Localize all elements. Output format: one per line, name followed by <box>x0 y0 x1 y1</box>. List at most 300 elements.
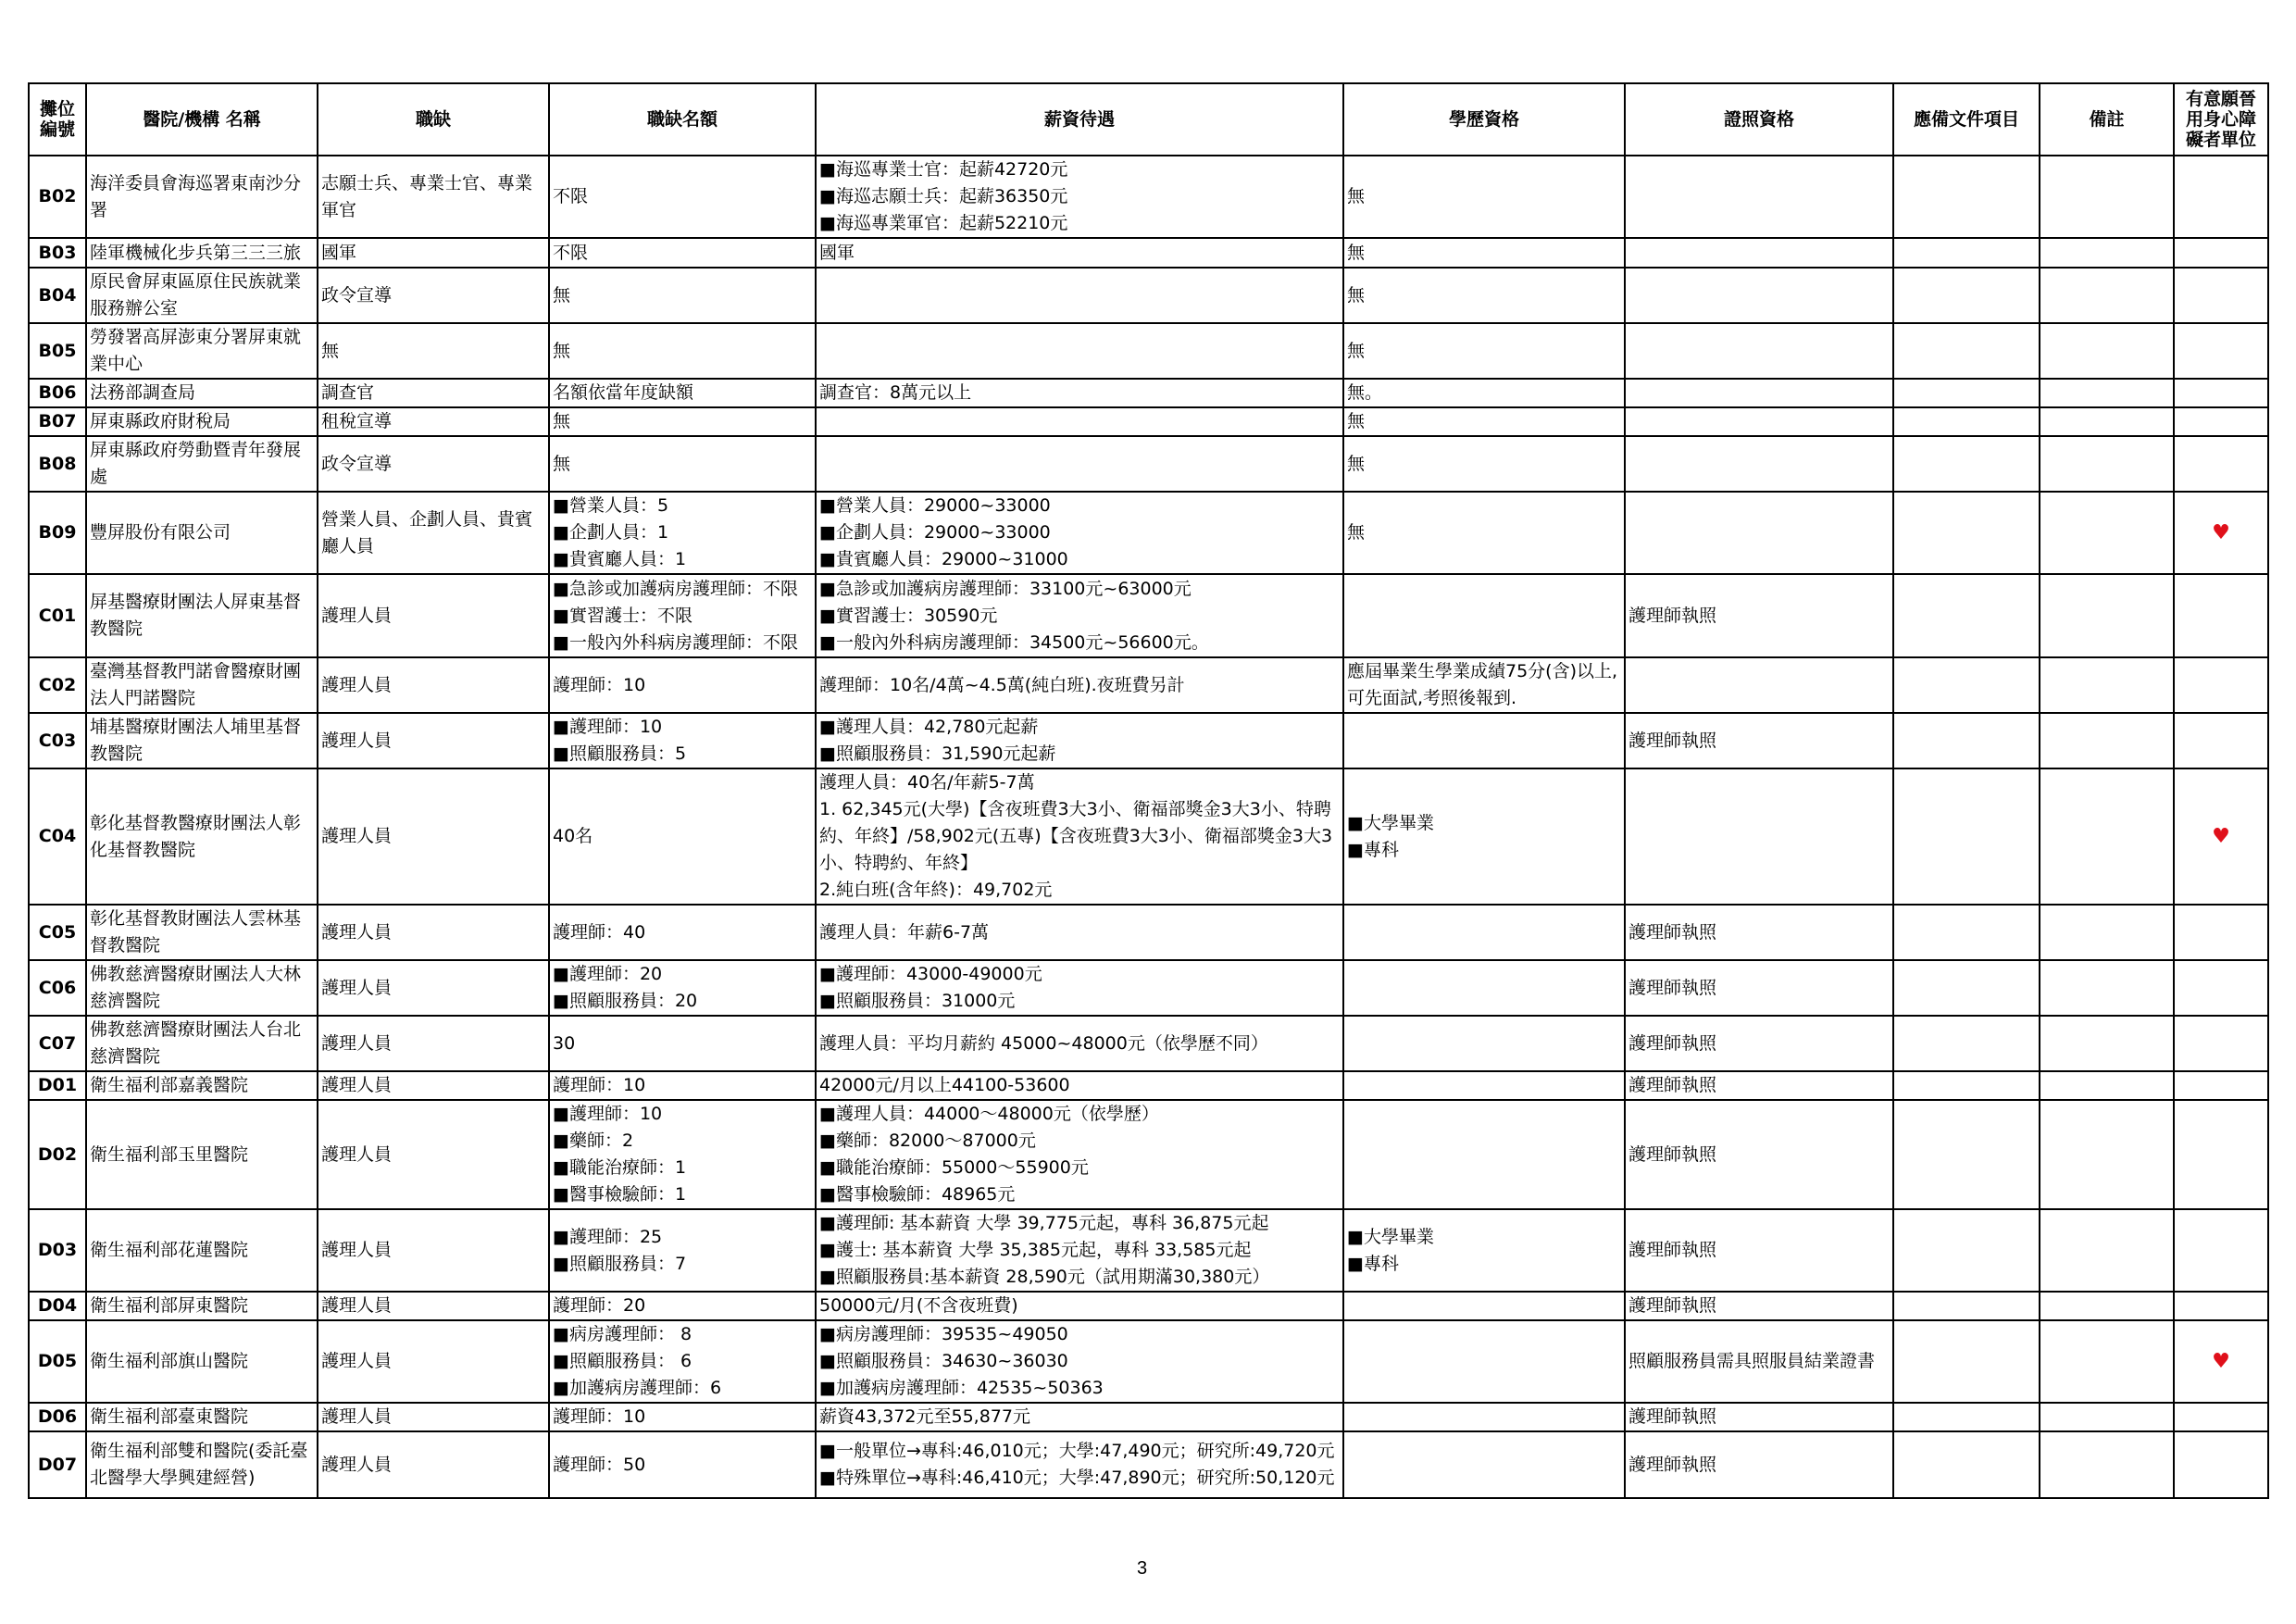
text-line: ■企劃人員：29000~33000 <box>819 522 1051 543</box>
education-cell <box>1343 713 1625 768</box>
hospital-name-cell: 陸軍機械化步兵第三三三旅 <box>86 238 318 268</box>
text-line: 醫院/機構 名稱 <box>143 109 261 130</box>
text-line: ■護理師：43000-49000元 <box>819 964 1042 984</box>
education-cell <box>1343 960 1625 1016</box>
text-line: ■海巡志願士兵：起薪36350元 <box>819 186 1068 206</box>
education-cell: 無 <box>1343 268 1625 323</box>
text-line: 有意願晉 <box>2185 89 2256 109</box>
quota-cell <box>549 1320 816 1403</box>
booth-id-cell: B04 <box>29 268 86 323</box>
education-cell: 應屆畢業生學業成績75分(含)以上,可先面試,考照後報到. <box>1343 657 1625 713</box>
text-line: ■護理師：10 <box>553 1104 663 1124</box>
education-cell: 無。 <box>1343 379 1625 407</box>
table-row <box>29 1320 2268 1403</box>
disability-friendly-cell <box>2174 574 2268 657</box>
text-line: 薪資待遇 <box>1043 109 1115 130</box>
booth-id-cell: B06 <box>29 379 86 407</box>
quota-cell: 無 <box>549 436 816 492</box>
education-cell <box>1343 1209 1625 1292</box>
table-row <box>29 960 2268 1016</box>
certificate-cell: 護理師執照 <box>1625 905 1893 960</box>
booth-id-cell: B09 <box>29 492 86 574</box>
header-booth-id <box>29 83 86 156</box>
header-label <box>321 109 545 130</box>
education-cell: 無 <box>1343 238 1625 268</box>
disability-friendly-cell <box>2174 1320 2268 1403</box>
text-line: ■照顧服務員： 6 <box>553 1351 693 1371</box>
text-line: ■病房護理師：39535~49050 <box>819 1324 1068 1344</box>
position-cell: 護理人員 <box>318 905 549 960</box>
text-line: ■護理師：25 <box>553 1226 663 1247</box>
certificate-cell: 照顧服務員需具照服員結業證書 <box>1625 1320 1893 1403</box>
certificate-cell: 護理師執照 <box>1625 1292 1893 1320</box>
documents-cell <box>1893 436 2040 492</box>
booth-id-cell: B08 <box>29 436 86 492</box>
position-cell: 護理人員 <box>318 1292 549 1320</box>
salary-cell: 護理人員：年薪6-7萬 <box>816 905 1343 960</box>
hospital-name-cell: 衛生福利部花蓮醫院 <box>86 1209 318 1292</box>
documents-cell <box>1893 1431 2040 1498</box>
text-line: 2.純白班(含年終)：49,702元 <box>819 880 1053 900</box>
text-line: 礙者單位 <box>2185 130 2256 150</box>
position-cell: 護理人員 <box>318 768 549 905</box>
disability-friendly-cell <box>2174 960 2268 1016</box>
documents-cell <box>1893 960 2040 1016</box>
booth-id-cell: C04 <box>29 768 86 905</box>
header-label <box>1347 109 1621 130</box>
position-cell: 護理人員 <box>318 657 549 713</box>
booth-id-cell: C01 <box>29 574 86 657</box>
salary-cell <box>816 407 1343 436</box>
booth-id-cell: C06 <box>29 960 86 1016</box>
quota-cell: 護理師：20 <box>549 1292 816 1320</box>
disability-friendly-cell <box>2174 713 2268 768</box>
certificate-cell: 護理師執照 <box>1625 1431 1893 1498</box>
text-line: ■照顧服務員：31000元 <box>819 991 1016 1011</box>
position-cell: 國軍 <box>318 238 549 268</box>
booth-id-cell: D01 <box>29 1071 86 1100</box>
hospital-name-cell: 法務部調查局 <box>86 379 318 407</box>
disability-friendly-cell <box>2174 268 2268 323</box>
remarks-cell <box>2040 1320 2174 1403</box>
text-line: ■照顧服務員：20 <box>553 991 698 1011</box>
documents-cell <box>1893 492 2040 574</box>
position-cell: 護理人員 <box>318 1403 549 1431</box>
heart-icon: ♥ <box>2212 1350 2230 1373</box>
quota-cell <box>549 1209 816 1292</box>
booth-id-cell: B07 <box>29 407 86 436</box>
salary-cell: 50000元/月(不含夜班費) <box>816 1292 1343 1320</box>
remarks-cell <box>2040 156 2174 238</box>
table-row <box>29 574 2268 657</box>
documents-cell <box>1893 1100 2040 1209</box>
disability-friendly-cell <box>2174 238 2268 268</box>
text-line: ■實習護士：30590元 <box>819 605 998 626</box>
remarks-cell <box>2040 492 2174 574</box>
remarks-cell <box>2040 1292 2174 1320</box>
salary-cell <box>816 960 1343 1016</box>
documents-cell <box>1893 1209 2040 1292</box>
salary-cell <box>816 768 1343 905</box>
salary-cell <box>816 1320 1343 1403</box>
table-row <box>29 1071 2268 1100</box>
quota-cell: 護理師：10 <box>549 657 816 713</box>
remarks-cell <box>2040 905 2174 960</box>
certificate-cell <box>1625 492 1893 574</box>
salary-cell: 薪資43,372元至55,877元 <box>816 1403 1343 1431</box>
quota-cell <box>549 492 816 574</box>
text-line: 應備文件項目 <box>1913 109 2019 130</box>
position-cell: 無 <box>318 323 549 379</box>
quota-cell <box>549 574 816 657</box>
hospital-name-cell: 海洋委員會海巡署東南沙分署 <box>86 156 318 238</box>
quota-cell <box>549 1100 816 1209</box>
hospital-name-cell: 衛生福利部雙和醫院(委託臺北醫學大學興建經營) <box>86 1431 318 1498</box>
position-cell: 營業人員、企劃人員、貴賓廳人員 <box>318 492 549 574</box>
text-line: ■藥師：2 <box>553 1131 634 1151</box>
documents-cell <box>1893 905 2040 960</box>
header-education <box>1343 83 1625 156</box>
hospital-name-cell: 屏東縣政府財稅局 <box>86 407 318 436</box>
hospital-name-cell: 屏基醫療財團法人屏東基督教醫院 <box>86 574 318 657</box>
text-line: ■海巡專業士官：起薪42720元 <box>819 159 1068 180</box>
text-line: ■營業人員：5 <box>553 495 669 516</box>
header-certificate <box>1625 83 1893 156</box>
remarks-cell <box>2040 657 2174 713</box>
text-line: ■醫事檢驗師：1 <box>553 1184 687 1205</box>
text-line: ■專科 <box>1347 1253 1399 1274</box>
table-row <box>29 905 2268 960</box>
booth-id-cell: B03 <box>29 238 86 268</box>
education-cell: 無 <box>1343 436 1625 492</box>
documents-cell <box>1893 1292 2040 1320</box>
hospital-name-cell: 屏東縣政府勞動暨青年發展處 <box>86 436 318 492</box>
salary-cell <box>816 268 1343 323</box>
remarks-cell <box>2040 238 2174 268</box>
text-line: 護理人員：40名/年薪5-7萬 <box>819 772 1035 793</box>
hospital-name-cell: 衛生福利部旗山醫院 <box>86 1320 318 1403</box>
text-line: ■照顧服務員：34630~36030 <box>819 1351 1068 1371</box>
hospital-name-cell: 衛生福利部屏東醫院 <box>86 1292 318 1320</box>
documents-cell <box>1893 1071 2040 1100</box>
hospital-name-cell: 佛教慈濟醫療財團法人大林慈濟醫院 <box>86 960 318 1016</box>
header-label <box>90 109 314 130</box>
documents-cell <box>1893 574 2040 657</box>
table-row <box>29 1100 2268 1209</box>
header-documents <box>1893 83 2040 156</box>
documents-cell <box>1893 379 2040 407</box>
education-cell <box>1343 1071 1625 1100</box>
text-line: ■照顧服務員:基本薪資 28,590元（試用期滿30,380元） <box>819 1267 1270 1287</box>
salary-cell: 護理師：10名/4萬~4.5萬(純白班).夜班費另計 <box>816 657 1343 713</box>
remarks-cell <box>2040 379 2174 407</box>
disability-friendly-cell <box>2174 1431 2268 1498</box>
disability-friendly-cell <box>2174 379 2268 407</box>
hospital-name-cell: 原民會屏東區原住民族就業服務辦公室 <box>86 268 318 323</box>
certificate-cell <box>1625 407 1893 436</box>
heart-icon: ♥ <box>2212 521 2230 544</box>
certificate-cell <box>1625 379 1893 407</box>
table-row <box>29 436 2268 492</box>
documents-cell <box>1893 323 2040 379</box>
salary-cell: 國軍 <box>816 238 1343 268</box>
table-row <box>29 1431 2268 1498</box>
education-cell <box>1343 1403 1625 1431</box>
job-fair-table <box>28 82 2269 1499</box>
position-cell: 護理人員 <box>318 1209 549 1292</box>
salary-cell <box>816 156 1343 238</box>
text-line: ■特殊單位→專科:46,410元；大學:47,890元；研究所:50,120元 <box>819 1468 1335 1488</box>
hospital-name-cell: 衛生福利部臺東醫院 <box>86 1403 318 1431</box>
position-cell: 調查官 <box>318 379 549 407</box>
table-row <box>29 768 2268 905</box>
header-position <box>318 83 549 156</box>
text-line: ■加護病房護理師：42535~50363 <box>819 1378 1104 1398</box>
header-label <box>819 109 1340 130</box>
text-line: ■照顧服務員：7 <box>553 1253 687 1274</box>
hospital-name-cell: 勞發署高屏澎東分署屏東就業中心 <box>86 323 318 379</box>
text-line: ■貴賓廳人員：1 <box>553 549 687 569</box>
position-cell: 護理人員 <box>318 1100 549 1209</box>
booth-id-cell: B02 <box>29 156 86 238</box>
position-cell: 護理人員 <box>318 960 549 1016</box>
disability-friendly-cell <box>2174 1100 2268 1209</box>
hospital-name-cell: 佛教慈濟醫療財團法人台北慈濟醫院 <box>86 1016 318 1071</box>
disability-friendly-cell <box>2174 1292 2268 1320</box>
text-line: ■加護病房護理師：6 <box>553 1378 722 1398</box>
text-line: ■一般內外科病房護理師：不限 <box>553 631 798 653</box>
header-disability-friendly <box>2174 83 2268 156</box>
education-cell <box>1343 1292 1625 1320</box>
text-line: ■專科 <box>1347 839 1399 860</box>
certificate-cell: 護理師執照 <box>1625 1403 1893 1431</box>
text-line: ■企劃人員：1 <box>553 522 669 543</box>
disability-friendly-cell <box>2174 1403 2268 1431</box>
certificate-cell <box>1625 238 1893 268</box>
table-row <box>29 1209 2268 1292</box>
text-line: ■藥師：82000～87000元 <box>819 1131 1036 1151</box>
booth-id-cell: C03 <box>29 713 86 768</box>
quota-cell: 無 <box>549 407 816 436</box>
header-label <box>553 109 812 130</box>
header-remarks <box>2040 83 2174 156</box>
table-row <box>29 1016 2268 1071</box>
header-label <box>2177 89 2265 150</box>
certificate-cell: 護理師執照 <box>1625 1016 1893 1071</box>
quota-cell: 不限 <box>549 238 816 268</box>
hospital-name-cell: 彰化基督教醫療財團法人彰化基督教醫院 <box>86 768 318 905</box>
booth-id-cell: D06 <box>29 1403 86 1431</box>
booth-id-cell: D04 <box>29 1292 86 1320</box>
quota-cell: 護理師：10 <box>549 1071 816 1100</box>
header-row <box>29 83 2268 156</box>
text-line: 證照資格 <box>1723 109 1794 130</box>
disability-friendly-cell <box>2174 156 2268 238</box>
table-row <box>29 492 2268 574</box>
text-line: ■職能治療師：1 <box>553 1157 687 1178</box>
booth-id-cell: D02 <box>29 1100 86 1209</box>
certificate-cell <box>1625 156 1893 238</box>
remarks-cell <box>2040 1071 2174 1100</box>
certificate-cell: 護理師執照 <box>1625 960 1893 1016</box>
text-line: ■一般單位→專科:46,010元；大學:47,490元；研究所:49,720元 <box>819 1441 1335 1461</box>
table-row <box>29 156 2268 238</box>
education-cell <box>1343 768 1625 905</box>
disability-friendly-cell <box>2174 657 2268 713</box>
text-line: ■貴賓廳人員：29000~31000 <box>819 549 1068 569</box>
table-row <box>29 323 2268 379</box>
position-cell: 志願士兵、專業士官、專業軍官 <box>318 156 549 238</box>
remarks-cell <box>2040 713 2174 768</box>
remarks-cell <box>2040 574 2174 657</box>
certificate-cell: 護理師執照 <box>1625 713 1893 768</box>
text-line: 職缺名額 <box>646 109 718 130</box>
position-cell: 政令宣導 <box>318 268 549 323</box>
booth-id-cell: D05 <box>29 1320 86 1403</box>
text-line: ■職能治療師：55000～55900元 <box>819 1157 1089 1178</box>
certificate-cell: 護理師執照 <box>1625 1209 1893 1292</box>
salary-cell <box>816 1209 1343 1292</box>
quota-cell: 30 <box>549 1016 816 1071</box>
documents-cell <box>1893 1016 2040 1071</box>
header-quota <box>549 83 816 156</box>
text-line: ■營業人員：29000~33000 <box>819 495 1051 516</box>
text-line: ■照顧服務員：31,590元起薪 <box>819 743 1056 764</box>
table-row <box>29 657 2268 713</box>
hospital-name-cell: 彰化基督教財團法人雲林基督教醫院 <box>86 905 318 960</box>
salary-cell <box>816 713 1343 768</box>
certificate-cell <box>1625 436 1893 492</box>
salary-cell <box>816 1100 1343 1209</box>
remarks-cell <box>2040 1209 2174 1292</box>
text-line: 編號 <box>39 119 75 140</box>
table-row <box>29 1403 2268 1431</box>
documents-cell <box>1893 768 2040 905</box>
booth-id-cell: C02 <box>29 657 86 713</box>
documents-cell <box>1893 1403 2040 1431</box>
education-cell: 無 <box>1343 156 1625 238</box>
disability-friendly-cell <box>2174 436 2268 492</box>
text-line: ■急診或加護病房護理師：33100元~63000元 <box>819 578 1192 599</box>
certificate-cell <box>1625 768 1893 905</box>
text-line: ■病房護理師： 8 <box>553 1324 693 1344</box>
hospital-name-cell: 衛生福利部玉里醫院 <box>86 1100 318 1209</box>
remarks-cell <box>2040 960 2174 1016</box>
quota-cell: 不限 <box>549 156 816 238</box>
documents-cell <box>1893 407 2040 436</box>
hospital-name-cell: 埔基醫療財團法人埔里基督教醫院 <box>86 713 318 768</box>
certificate-cell: 護理師執照 <box>1625 1100 1893 1209</box>
certificate-cell: 護理師執照 <box>1625 574 1893 657</box>
documents-cell <box>1893 657 2040 713</box>
position-cell: 護理人員 <box>318 1320 549 1403</box>
text-line: 用身心障 <box>2185 109 2256 130</box>
booth-id-cell: D07 <box>29 1431 86 1498</box>
booth-id-cell: B05 <box>29 323 86 379</box>
disability-friendly-cell <box>2174 407 2268 436</box>
remarks-cell <box>2040 1100 2174 1209</box>
header-hospital-name <box>86 83 318 156</box>
text-line: ■一般內外科病房護理師：34500元~56600元。 <box>819 631 1209 653</box>
quota-cell: 護理師：50 <box>549 1431 816 1498</box>
text-line: ■照顧服務員：5 <box>553 743 687 764</box>
position-cell: 政令宣導 <box>318 436 549 492</box>
position-cell: 護理人員 <box>318 1071 549 1100</box>
disability-friendly-cell <box>2174 1209 2268 1292</box>
text-line: ■實習護士：不限 <box>553 605 693 626</box>
remarks-cell <box>2040 1403 2174 1431</box>
text-line: 備註 <box>2089 109 2125 130</box>
disability-friendly-cell <box>2174 905 2268 960</box>
heart-icon: ♥ <box>2212 825 2230 848</box>
position-cell: 護理人員 <box>318 1431 549 1498</box>
page-number: 3 <box>1137 1558 1148 1579</box>
text-line: ■護理師: 基本薪資 大學 39,775元起，專科 36,875元起 <box>819 1213 1269 1233</box>
disability-friendly-cell <box>2174 1071 2268 1100</box>
quota-cell: 無 <box>549 323 816 379</box>
header-label <box>1897 109 2036 130</box>
quota-cell <box>549 960 816 1016</box>
table-row <box>29 1292 2268 1320</box>
position-cell: 護理人員 <box>318 1016 549 1071</box>
table-row <box>29 268 2268 323</box>
header-salary <box>816 83 1343 156</box>
table-row <box>29 407 2268 436</box>
remarks-cell <box>2040 268 2174 323</box>
documents-cell <box>1893 713 2040 768</box>
hospital-name-cell: 豐屏股份有限公司 <box>86 492 318 574</box>
salary-cell <box>816 1431 1343 1498</box>
text-line: 學歷資格 <box>1448 109 1519 130</box>
education-cell <box>1343 1320 1625 1403</box>
remarks-cell <box>2040 323 2174 379</box>
text-line: ■急診或加護病房護理師：不限 <box>553 578 798 599</box>
hospital-name-cell: 臺灣基督教門諾會醫療財團法人門諾醫院 <box>86 657 318 713</box>
text-line: ■護士: 基本薪資 大學 35,385元起，專科 33,585元起 <box>819 1240 1252 1260</box>
text-line: ■護理人員：42,780元起薪 <box>819 717 1039 737</box>
position-cell: 租稅宣導 <box>318 407 549 436</box>
header-label <box>1628 109 1890 130</box>
quota-cell: 護理師：10 <box>549 1403 816 1431</box>
disability-friendly-cell <box>2174 323 2268 379</box>
table-row <box>29 713 2268 768</box>
header-label <box>32 99 82 140</box>
text-line: ■護理師：20 <box>553 964 663 984</box>
disability-friendly-cell <box>2174 768 2268 905</box>
remarks-cell <box>2040 436 2174 492</box>
text-line: ■醫事檢驗師：48965元 <box>819 1184 1016 1205</box>
table-row <box>29 238 2268 268</box>
education-cell <box>1343 1016 1625 1071</box>
text-line: ■護理師：10 <box>553 717 663 737</box>
education-cell: 無 <box>1343 407 1625 436</box>
text-line: ■大學畢業 <box>1347 812 1434 833</box>
certificate-cell <box>1625 657 1893 713</box>
certificate-cell <box>1625 323 1893 379</box>
education-cell <box>1343 1431 1625 1498</box>
salary-cell <box>816 492 1343 574</box>
booth-id-cell: C05 <box>29 905 86 960</box>
quota-cell: 40名 <box>549 768 816 905</box>
text-line: ■大學畢業 <box>1347 1226 1434 1247</box>
salary-cell: 護理人員：平均月薪約 45000~48000元（依學歷不同） <box>816 1016 1343 1071</box>
disability-friendly-cell <box>2174 1016 2268 1071</box>
text-line: 職缺 <box>415 109 451 130</box>
documents-cell <box>1893 1320 2040 1403</box>
education-cell: 無 <box>1343 323 1625 379</box>
certificate-cell: 護理師執照 <box>1625 1071 1893 1100</box>
text-line: ■海巡專業軍官：起薪52210元 <box>819 213 1068 233</box>
